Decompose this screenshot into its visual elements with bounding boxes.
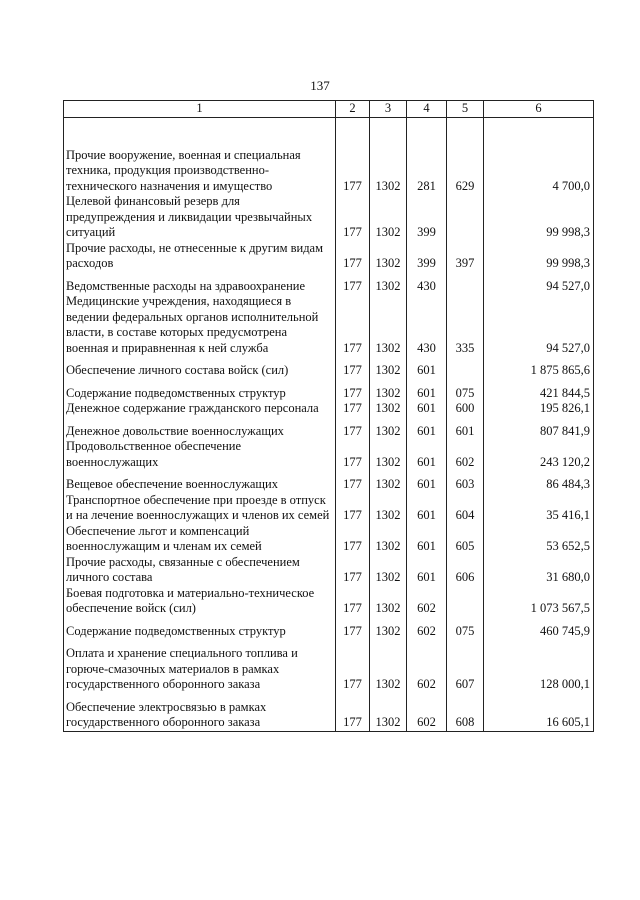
table-cell: 86 484,3	[484, 477, 594, 493]
table-cell	[370, 417, 407, 424]
table-cell: 601	[407, 555, 447, 586]
table-cell: 1302	[370, 363, 407, 379]
table-cell: 604	[447, 493, 484, 524]
table-cell	[370, 639, 407, 646]
table-row	[64, 586, 594, 617]
table-cell: Продовольственное обеспечение военнослужащих	[64, 439, 336, 470]
table-cell	[484, 470, 594, 477]
table-cell: 430	[407, 279, 447, 295]
table-cell	[370, 693, 407, 700]
table-cell: 1302	[370, 294, 407, 356]
table-cell: 607	[447, 646, 484, 693]
table-cell: 177	[336, 294, 370, 356]
table-cell	[336, 470, 370, 477]
table-cell	[370, 356, 407, 363]
table-cell	[336, 356, 370, 363]
table-cell: 1302	[370, 555, 407, 586]
table-cell: 1 073 567,5	[484, 586, 594, 617]
table-cell: 1302	[370, 401, 407, 417]
table-cell: 430	[407, 294, 447, 356]
page-number: 137	[310, 78, 330, 93]
table-cell: 99 998,3	[484, 194, 594, 241]
table-cell	[336, 272, 370, 279]
table-row	[64, 363, 594, 379]
table-cell	[407, 617, 447, 624]
table-row	[64, 477, 594, 493]
table-cell	[336, 639, 370, 646]
table-cell: Денежное довольствие военнослужащих	[64, 424, 336, 440]
table-cell	[447, 272, 484, 279]
table-spacer-row	[64, 617, 594, 624]
table-cell: 1302	[370, 279, 407, 295]
table-cell	[407, 356, 447, 363]
table-cell	[447, 417, 484, 424]
table-cell: Вещевое обеспечение военнослужащих	[64, 477, 336, 493]
table-cell	[447, 617, 484, 624]
table-cell: 601	[407, 439, 447, 470]
table-cell	[447, 279, 484, 295]
table-cell: 177	[336, 524, 370, 555]
table-cell: Прочие расходы, не отнесенные к другим видам расходов	[64, 241, 336, 272]
table-cell: Транспортное обеспечение при проезде в отпуск и на лечение военнослужащих и членов их семей	[64, 493, 336, 524]
table-cell: Целевой финансовый резерв для предупреждения и ликвидации чрезвычайных ситуаций	[64, 194, 336, 241]
table-body	[64, 117, 594, 731]
table-cell: 399	[407, 194, 447, 241]
table-cell	[484, 356, 594, 363]
table-cell	[336, 693, 370, 700]
table-cell: 16 605,1	[484, 700, 594, 732]
table-cell: 4 700,0	[484, 148, 594, 195]
table-cell: 460 745,9	[484, 624, 594, 640]
table-row	[64, 401, 594, 417]
table-cell: 1302	[370, 439, 407, 470]
table-cell: 1302	[370, 424, 407, 440]
table-cell: 94 527,0	[484, 279, 594, 295]
table-cell	[407, 693, 447, 700]
table-cell	[370, 470, 407, 477]
table-cell: 1 875 865,6	[484, 363, 594, 379]
table-cell: 601	[407, 477, 447, 493]
table-spacer-row	[64, 117, 594, 148]
table-cell: 94 527,0	[484, 294, 594, 356]
table-cell: Обеспечение льгот и компенсаций военнослужащим и членам их семей	[64, 524, 336, 555]
table-cell: 1302	[370, 624, 407, 640]
table-cell: 602	[407, 700, 447, 732]
table-cell: 31 680,0	[484, 555, 594, 586]
table-cell	[407, 417, 447, 424]
table-cell: 177	[336, 363, 370, 379]
table-cell: 177	[336, 194, 370, 241]
table-header	[64, 101, 594, 118]
table-cell: 603	[447, 477, 484, 493]
table-cell: 397	[447, 241, 484, 272]
table-cell: 1302	[370, 194, 407, 241]
table-cell: 600	[447, 401, 484, 417]
column-header: 6	[484, 101, 594, 118]
table-cell: 606	[447, 555, 484, 586]
table-cell: 602	[407, 624, 447, 640]
table-cell: Содержание подведомственных структур	[64, 386, 336, 402]
budget-table	[63, 100, 594, 732]
table-cell	[407, 470, 447, 477]
table-cell: 601	[407, 524, 447, 555]
table-cell	[447, 639, 484, 646]
table-cell	[64, 470, 336, 477]
table-cell	[484, 272, 594, 279]
column-header: 2	[336, 101, 370, 118]
table-cell	[64, 117, 336, 148]
table-cell: 281	[407, 148, 447, 195]
table-cell	[407, 379, 447, 386]
table-cell	[447, 470, 484, 477]
table-row	[64, 439, 594, 470]
column-header: 4	[407, 101, 447, 118]
table-cell	[484, 379, 594, 386]
table-cell	[64, 693, 336, 700]
table-cell: 243 120,2	[484, 439, 594, 470]
table-cell	[484, 639, 594, 646]
table-cell	[407, 117, 447, 148]
table-spacer-row	[64, 356, 594, 363]
table-cell: Оплата и хранение специального топлива и горюче-смазочных материалов в рамках государственного оборонного заказа	[64, 646, 336, 693]
table-cell: 1302	[370, 700, 407, 732]
table-cell	[336, 417, 370, 424]
table-row	[64, 386, 594, 402]
table-cell	[64, 639, 336, 646]
table-cell	[447, 356, 484, 363]
table-cell: 177	[336, 424, 370, 440]
table-row	[64, 624, 594, 640]
table-cell: 35 416,1	[484, 493, 594, 524]
table-row	[64, 646, 594, 693]
table-cell: 602	[447, 439, 484, 470]
table-cell: 177	[336, 555, 370, 586]
table-cell	[484, 117, 594, 148]
table-cell: 177	[336, 241, 370, 272]
table-cell: 421 844,5	[484, 386, 594, 402]
table-row	[64, 424, 594, 440]
table-cell: 1302	[370, 646, 407, 693]
table-cell: 177	[336, 386, 370, 402]
table-cell: 177	[336, 493, 370, 524]
table-row	[64, 279, 594, 295]
table-cell	[64, 417, 336, 424]
table-row	[64, 194, 594, 241]
table-cell	[336, 617, 370, 624]
table-row	[64, 241, 594, 272]
table-cell: 601	[407, 386, 447, 402]
table-row	[64, 700, 594, 732]
table-cell	[336, 379, 370, 386]
table-spacer-row	[64, 693, 594, 700]
table-cell: Прочие расходы, связанные с обеспечением личного состава	[64, 555, 336, 586]
table-cell: 602	[407, 586, 447, 617]
table-cell: Прочие вооружение, военная и специальная техника, продукция производственно-технического назначения и имущество	[64, 148, 336, 195]
table-cell	[64, 356, 336, 363]
table-cell	[336, 117, 370, 148]
table-cell	[407, 272, 447, 279]
table-cell: 1302	[370, 477, 407, 493]
table-cell: 177	[336, 439, 370, 470]
table-cell: Обеспечение личного состава войск (сил)	[64, 363, 336, 379]
table-cell: 601	[407, 401, 447, 417]
table-cell: 075	[447, 386, 484, 402]
table-cell	[484, 693, 594, 700]
table-cell: 601	[447, 424, 484, 440]
table-cell: 1302	[370, 524, 407, 555]
table-row	[64, 148, 594, 195]
table-cell: 1302	[370, 148, 407, 195]
table-cell: 177	[336, 624, 370, 640]
table-row	[64, 294, 594, 356]
column-header: 1	[64, 101, 336, 118]
table-row	[64, 524, 594, 555]
table-cell	[447, 363, 484, 379]
table-spacer-row	[64, 417, 594, 424]
table-cell: Денежное содержание гражданского персонала	[64, 401, 336, 417]
table-cell: 53 652,5	[484, 524, 594, 555]
table-cell	[484, 417, 594, 424]
table-cell	[484, 617, 594, 624]
table-cell: 601	[407, 363, 447, 379]
table-cell: 177	[336, 477, 370, 493]
table-cell	[64, 272, 336, 279]
table-cell: 1302	[370, 386, 407, 402]
table-cell	[447, 117, 484, 148]
table-cell	[64, 617, 336, 624]
table-row	[64, 493, 594, 524]
table-cell: 335	[447, 294, 484, 356]
table-spacer-row	[64, 639, 594, 646]
column-header: 3	[370, 101, 407, 118]
table-cell	[64, 379, 336, 386]
table-cell	[447, 379, 484, 386]
table-cell: Обеспечение электросвязью в рамках государственного оборонного заказа	[64, 700, 336, 732]
table-cell: 601	[407, 424, 447, 440]
table-cell: 807 841,9	[484, 424, 594, 440]
table-cell: 177	[336, 700, 370, 732]
table-cell: 1302	[370, 493, 407, 524]
table-cell: 99 998,3	[484, 241, 594, 272]
table-cell: 075	[447, 624, 484, 640]
table-cell: 177	[336, 646, 370, 693]
table-cell	[447, 194, 484, 241]
table-cell	[370, 379, 407, 386]
table-cell: 177	[336, 401, 370, 417]
table-cell: 605	[447, 524, 484, 555]
table-cell: Боевая подготовка и материально-техническое обеспечение войск (сил)	[64, 586, 336, 617]
table-cell: 608	[447, 700, 484, 732]
table-cell: 601	[407, 493, 447, 524]
table-spacer-row	[64, 470, 594, 477]
table-cell: 195 826,1	[484, 401, 594, 417]
table-cell: 128 000,1	[484, 646, 594, 693]
table-cell	[407, 639, 447, 646]
table-cell: 1302	[370, 241, 407, 272]
column-header: 5	[447, 101, 484, 118]
table-cell	[370, 272, 407, 279]
table-cell	[447, 693, 484, 700]
table-spacer-row	[64, 272, 594, 279]
table-cell: Содержание подведомственных структур	[64, 624, 336, 640]
table-cell	[370, 117, 407, 148]
table-cell: 1302	[370, 586, 407, 617]
table-cell: 177	[336, 148, 370, 195]
table-cell: 602	[407, 646, 447, 693]
table-spacer-row	[64, 379, 594, 386]
table-cell: 399	[407, 241, 447, 272]
table-cell: Ведомственные расходы на здравоохранение	[64, 279, 336, 295]
table-cell: Медицинские учреждения, находящиеся в ведении федеральных органов исполнительной власти, в составе которых предусмотрена военная и приравненная к ней служба	[64, 294, 336, 356]
table-cell: 177	[336, 586, 370, 617]
table-cell: 177	[336, 279, 370, 295]
table-row	[64, 555, 594, 586]
table-cell	[370, 617, 407, 624]
table-cell	[447, 586, 484, 617]
table-cell: 629	[447, 148, 484, 195]
